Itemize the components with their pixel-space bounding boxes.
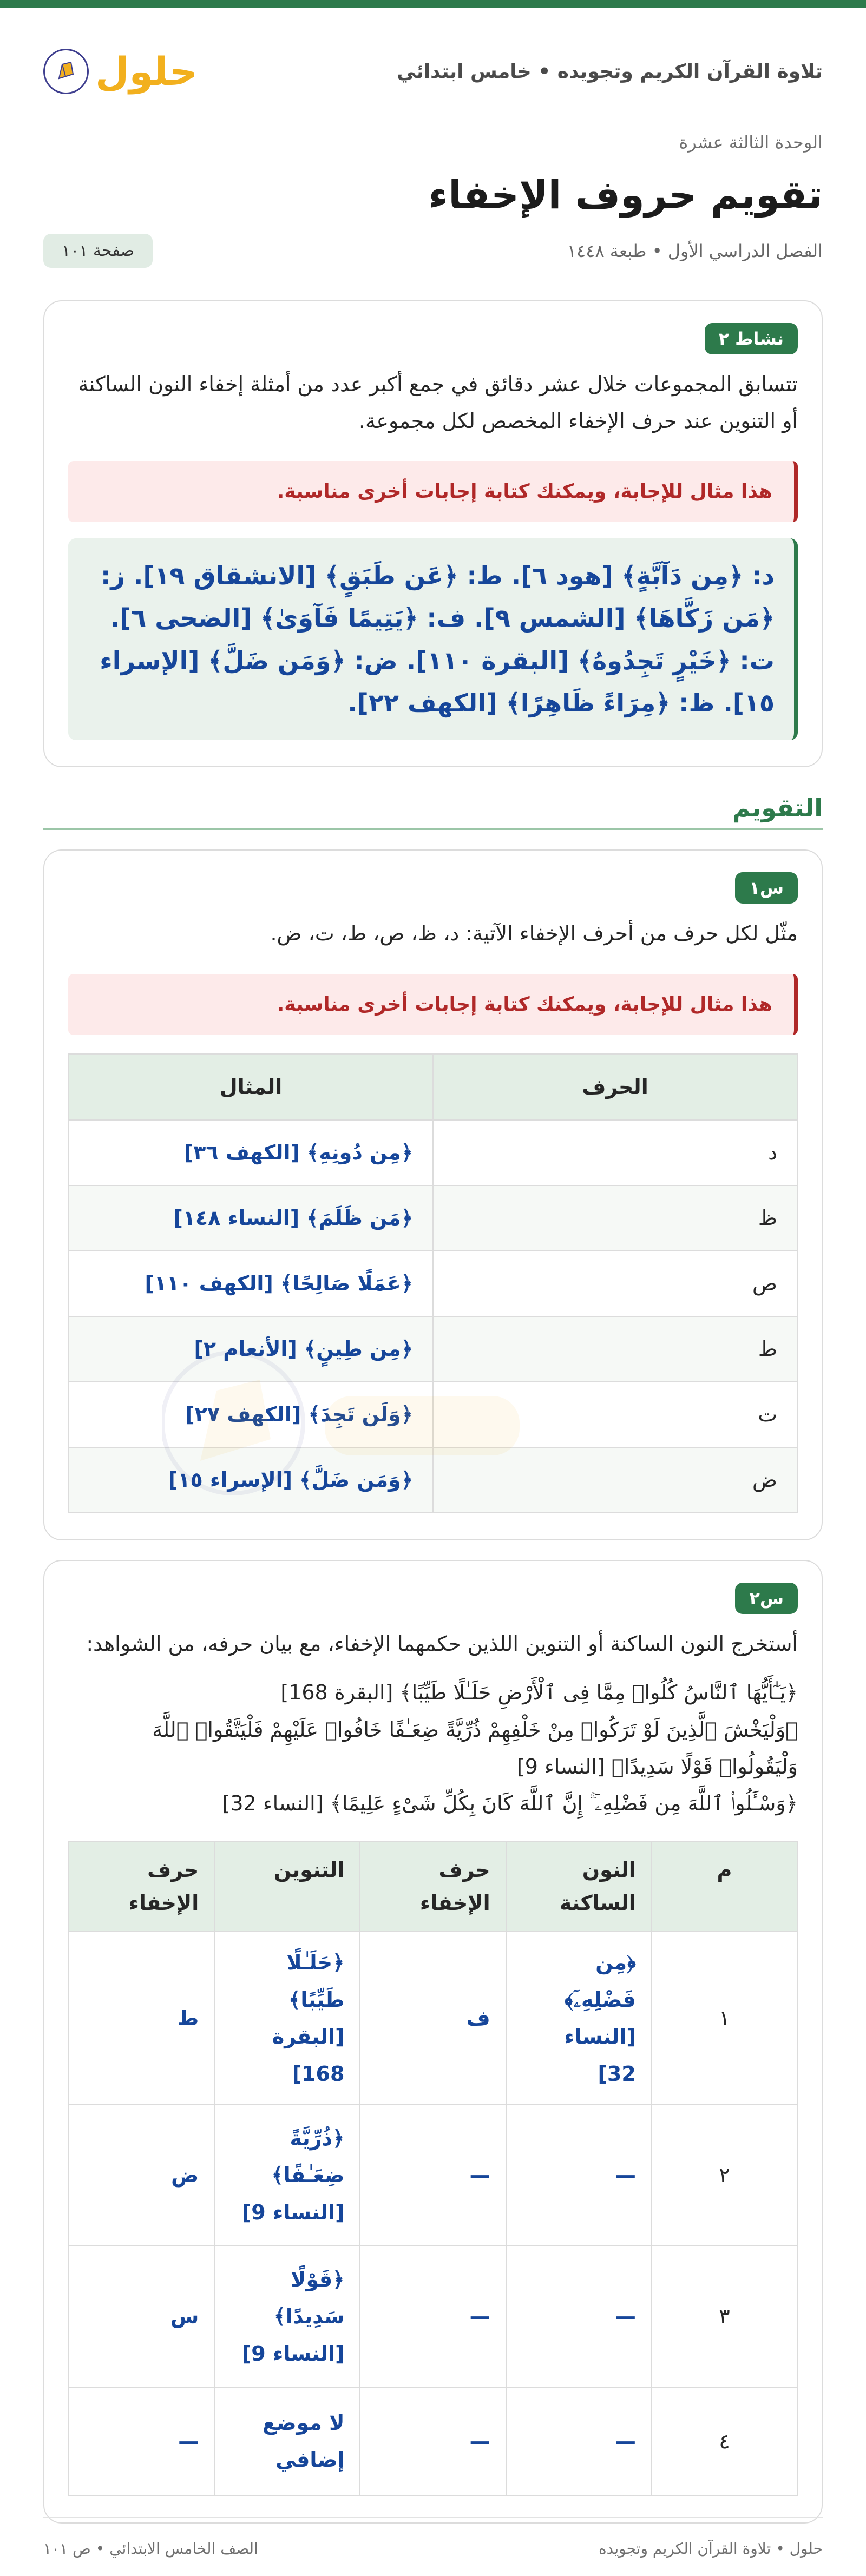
term-edition: الفصل الدراسي الأول • طبعة ١٤٤٨ — [567, 240, 823, 261]
activity-badge: نشاط ٢ — [705, 323, 798, 354]
letter-cell: ت — [433, 1382, 797, 1447]
letter-cell: ص — [433, 1251, 797, 1316]
table-header-noon: النون الساكنة — [506, 1841, 652, 1932]
logo[interactable] — [43, 49, 198, 94]
table-row — [69, 1185, 797, 1251]
letter-cell: د — [433, 1120, 797, 1185]
logo-badge-icon — [43, 49, 89, 94]
footer-grade: الصف الخامس الابتدائي • ص ١٠١ — [43, 2540, 258, 2558]
question-1-badge: س١ — [735, 872, 798, 904]
table-header-letter: الحرف — [433, 1054, 797, 1120]
tanween-cell: ﴿حَلَـٰلًا طَيِّبًا﴾ [البقرة 168] — [214, 1932, 360, 2105]
page — [0, 8, 866, 2524]
series-title: تلاوة القرآن الكريم وتجويده • خامس ابتدائي — [396, 60, 823, 83]
noon-letter-cell: — — [360, 2387, 506, 2496]
table-row — [69, 1316, 797, 1382]
tanween-letter-cell: — — [69, 2387, 214, 2496]
row-number: ١ — [652, 1932, 797, 2105]
top-accent-bar — [0, 0, 866, 8]
example-cell: ﴿وَلَن تَجِدَ﴾ [الكهف ٢٧] — [69, 1382, 433, 1447]
row-number: ٤ — [652, 2387, 797, 2496]
extraction-table — [68, 1841, 798, 2496]
footer-book: حلول • تلاوة القرآن الكريم وتجويده — [598, 2540, 823, 2558]
table-row — [69, 1382, 797, 1447]
logo-wordmark: حلول — [95, 49, 198, 94]
page-footer — [43, 2517, 823, 2558]
table-row — [69, 2105, 797, 2246]
row-number: ٢ — [652, 2105, 797, 2246]
question-1-text: مثّل لكل حرف من أحرف الإخفاء الآتية: د، ظ، ص، ط، ت، ض. — [270, 921, 798, 945]
page-number-chip: صفحة ١٠١ — [43, 234, 153, 268]
unit-label: الوحدة الثالثة عشرة — [679, 132, 823, 153]
page-title: تقويم حروف الإخفاء — [428, 172, 823, 218]
table-row — [69, 1932, 797, 2105]
noon-cell: ﴿مِن فَضْلِهِۦٓ﴾ [النساء 32] — [506, 1932, 652, 2105]
verse-line: ﴿يَـٰٓأَيُّهَا ٱلنَّاسُ كُلُوا۟ مِمَّا فِى ٱلْأَرْضِ حَلَـٰلًا طَيِّبًا﴾ [البقرة 168] — [280, 1681, 798, 1705]
example-cell: ﴿وَمَن ضَلَّ﴾ [الإسراء ١٥] — [69, 1447, 433, 1513]
table-row — [69, 2246, 797, 2387]
table-header-example: المثال — [69, 1054, 433, 1120]
evaluation-section-title: التقويم — [43, 793, 823, 830]
question-2-text: أستخرج النون الساكنة أو التنوين اللذين حكمهما الإخفاء، مع بيان حرفه، من الشواهد: — [86, 1631, 798, 1656]
question-1-card — [43, 849, 823, 1540]
activity-text: تتسابق المجموعات خلال عشر دقائق في جمع أكبر عدد من أمثلة إخفاء النون الساكنة أو التنوين عند حرف الإخفاء المخصص لكل مجموعة. — [78, 372, 798, 433]
question-1-hint: هذا مثال للإجابة، ويمكنك كتابة إجابات أخرى مناسبة. — [68, 974, 798, 1035]
row-number: ٣ — [652, 2246, 797, 2387]
table-row — [69, 1447, 797, 1513]
activity-card — [43, 300, 823, 767]
table-header-number: م — [652, 1841, 797, 1932]
letter-cell: ط — [433, 1316, 797, 1382]
verses-list — [68, 1674, 798, 1822]
table-header-noon-letter: حرف الإخفاء — [360, 1841, 506, 1932]
activity-answer: د: ﴿مِن دَآبَّةٍ﴾ [هود ٦]. ط: ﴿عَن طَبَقٍ﴾ [الانشقاق ١٩]. ز: ﴿مَن زَكَّاهَا﴾ [الشمس ٩]. ف: ﴿يَتِيمًا فَآوَىٰ﴾ [الضحى ٦]. ت: ﴿خَيْرٍ تَجِدُوهُ﴾ [البقرة ١١٠]. ض: ﴿وَمَن ضَلَّ﴾ [الإسراء ١٥]. ظ: ﴿مِرَاءً ظَاهِرًا﴾ [الكهف ٢٢]. — [68, 538, 798, 740]
letters-examples-table — [68, 1053, 798, 1513]
example-cell: ﴿عَمَلًا صَالِحًا﴾ [الكهف ١١٠] — [69, 1251, 433, 1316]
tanween-cell: لا موضع إضافي — [214, 2387, 360, 2496]
example-cell: ﴿مِن طِينٍ﴾ [الأنعام ٢] — [69, 1316, 433, 1382]
question-2-card — [43, 1560, 823, 2524]
tanween-letter-cell: ط — [69, 1932, 214, 2105]
letter-cell: ض — [433, 1447, 797, 1513]
table-row — [69, 1120, 797, 1185]
answer-hint: هذا مثال للإجابة، ويمكنك كتابة إجابات أخرى مناسبة. — [68, 461, 798, 522]
noon-letter-cell: — — [360, 2105, 506, 2246]
noon-letter-cell: — — [360, 2246, 506, 2387]
noon-letter-cell: ف — [360, 1932, 506, 2105]
example-cell: ﴿مَن ظَلَمَ﴾ [النساء ١٤٨] — [69, 1185, 433, 1251]
table-row — [69, 2387, 797, 2496]
meta-row — [43, 234, 823, 268]
tanween-cell: ﴿قَوْلًا سَدِيدًا﴾ [النساء 9] — [214, 2246, 360, 2387]
verse-line: ﴿وَلْيَخْشَ ٱلَّذِينَ لَوْ تَرَكُوا۟ مِنْ خَلْفِهِمْ ذُرِّيَّةً ضِعَـٰفًا خَافُوا۟ عَلَيْهِمْ فَلْيَتَّقُوا۟ ٱللَّهَ وَلْيَقُولُوا۟ قَوْلًا سَدِيدًا﴾ [النساء 9] — [152, 1717, 798, 1779]
table-header-tanween: التنوين — [214, 1841, 360, 1932]
table-row — [69, 1251, 797, 1316]
example-cell: ﴿مِن دُونِهِ﴾ [الكهف ٣٦] — [69, 1120, 433, 1185]
verse-line: ﴿وَسْـَٔلُوا۟ ٱللَّهَ مِن فَضْلِهِۦٓ ۚ إِنَّ ٱللَّهَ كَانَ بِكُلِّ شَىْءٍ عَلِيمًا﴾ [النساء 32] — [222, 1791, 798, 1816]
tanween-letter-cell: س — [69, 2246, 214, 2387]
letter-cell: ظ — [433, 1185, 797, 1251]
tanween-letter-cell: ض — [69, 2105, 214, 2246]
question-2-badge: س٢ — [735, 1583, 798, 1614]
noon-cell: — — [506, 2105, 652, 2246]
table-header-tanween-letter: حرف الإخفاء — [69, 1841, 214, 1932]
page-header — [43, 8, 823, 135]
noon-cell: — — [506, 2246, 652, 2387]
noon-cell: — — [506, 2387, 652, 2496]
tanween-cell: ﴿ذُرِّيَّةً ضِعَـٰفًا﴾ [النساء 9] — [214, 2105, 360, 2246]
